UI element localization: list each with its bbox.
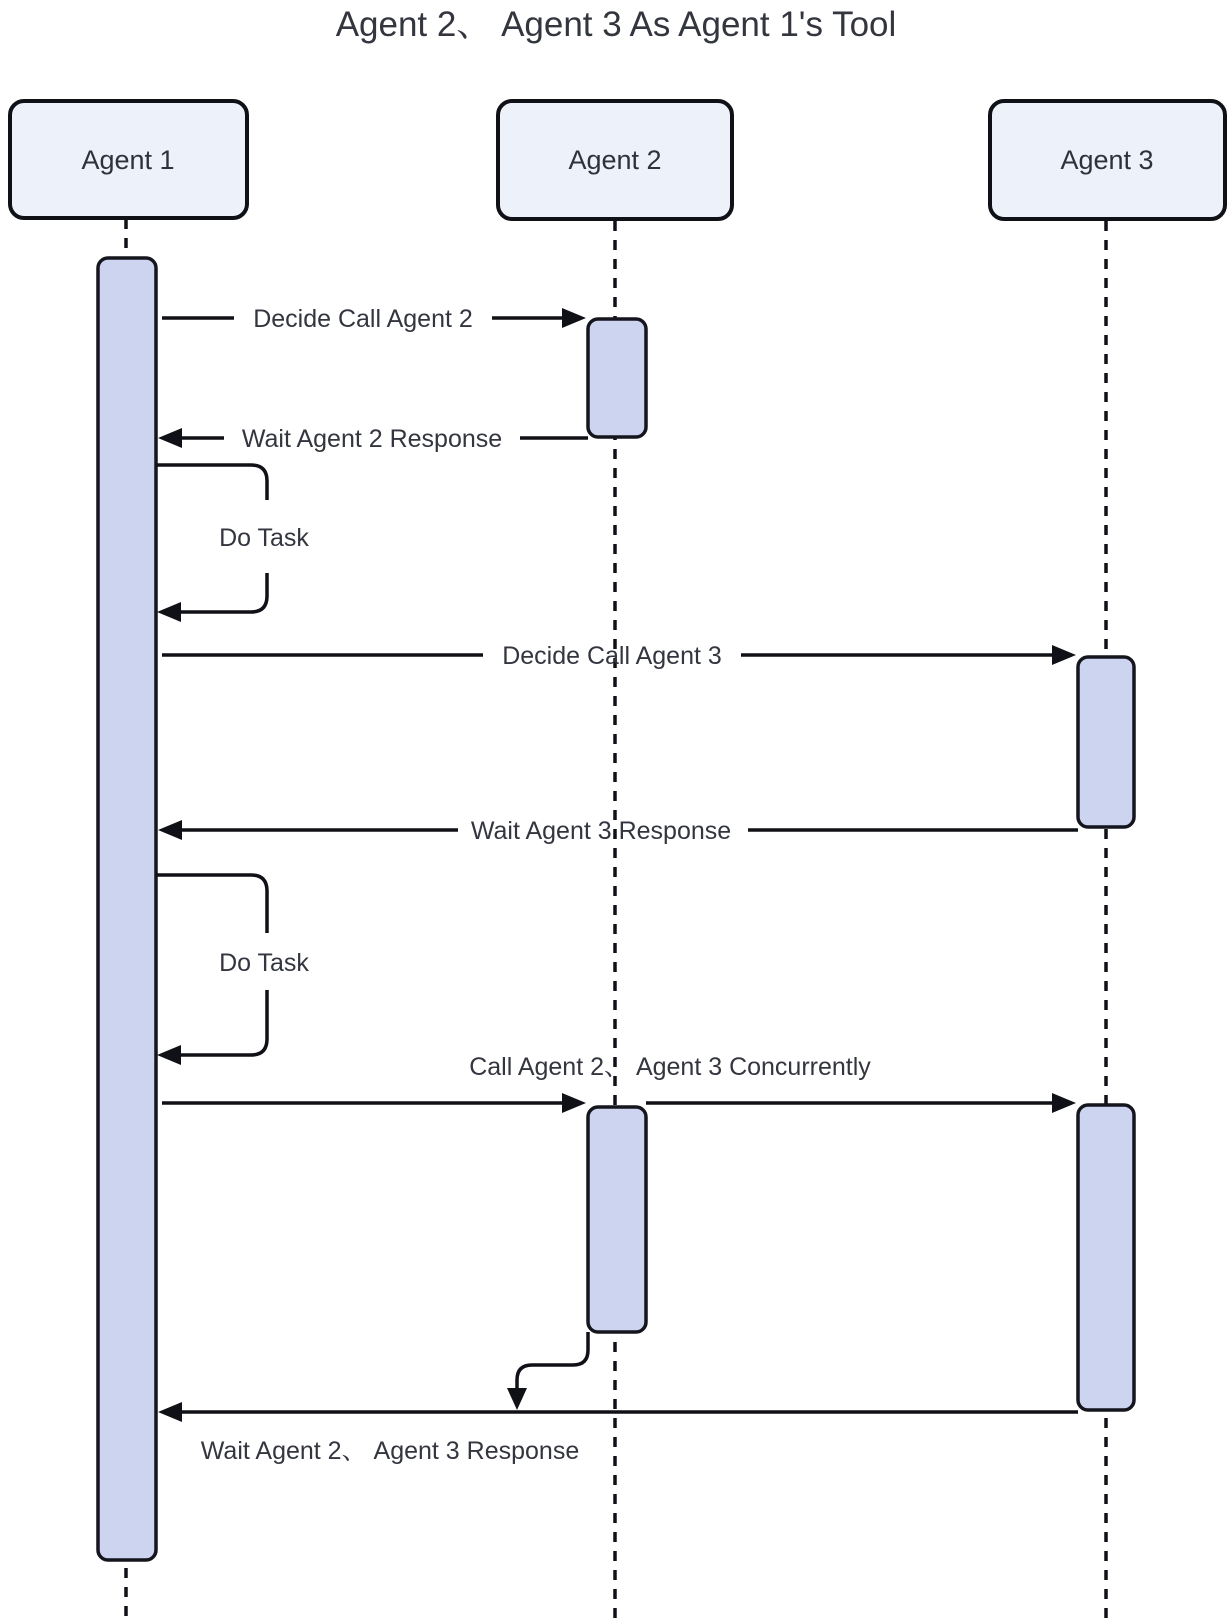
message-label: Decide Call Agent 3 — [502, 642, 722, 670]
arrowhead-down-icon — [507, 1388, 527, 1410]
actor-label-agent-1: Agent 1 — [81, 145, 175, 175]
activation-agent-3-second — [1078, 1105, 1134, 1410]
self-loop-path — [180, 990, 267, 1055]
arrowhead-left-icon — [157, 1045, 181, 1065]
actor-label-agent-3: Agent 3 — [1060, 145, 1154, 175]
agent-2-return-connector — [507, 1332, 588, 1410]
arrowhead-right-icon — [562, 1093, 586, 1113]
self-loop-path — [156, 465, 267, 500]
activation-agent-2-first — [588, 319, 646, 437]
self-loop-do-task-1 — [156, 465, 309, 622]
actor-label-agent-2: Agent 2 — [568, 145, 662, 175]
self-loop-do-task-2 — [156, 875, 309, 1065]
arrowhead-right-icon — [562, 308, 586, 328]
actor-agent-2 — [498, 101, 732, 219]
diagram-title: Agent 2、 Agent 3 As Agent 1's Tool — [335, 5, 897, 44]
arrowhead-left-icon — [158, 1402, 182, 1422]
message-label: Decide Call Agent 2 — [253, 305, 473, 333]
arrowhead-right-icon — [1052, 645, 1076, 665]
arrowhead-right-icon — [1052, 1093, 1076, 1113]
message-decide-call-agent-2 — [162, 305, 586, 333]
message-label: Do Task — [219, 524, 309, 552]
message-label: Call Agent 2、 Agent 3 Concurrently — [469, 1053, 871, 1081]
activation-agent-2-second — [588, 1107, 646, 1332]
message-decide-call-agent-3 — [162, 642, 1076, 670]
self-loop-path — [156, 875, 267, 933]
activation-agent-1 — [98, 258, 156, 1560]
message-label: Do Task — [219, 949, 309, 977]
message-label: Wait Agent 2 Response — [241, 425, 503, 453]
message-call-concurrently — [162, 1053, 1076, 1113]
message-wait-concurrent-response — [158, 1402, 1078, 1465]
actor-agent-1 — [10, 101, 247, 218]
message-wait-agent-2-response — [158, 425, 588, 453]
arrowhead-left-icon — [158, 820, 182, 840]
message-wait-agent-3-response — [158, 817, 1078, 845]
activation-agent-3-first — [1078, 657, 1134, 827]
self-loop-path — [180, 573, 267, 612]
arrowhead-left-icon — [157, 602, 181, 622]
actor-agent-3 — [990, 101, 1225, 219]
message-label: Wait Agent 3 Response — [470, 817, 732, 845]
connector-path — [517, 1332, 588, 1390]
message-label: Wait Agent 2、 Agent 3 Response — [200, 1437, 580, 1465]
arrowhead-left-icon — [158, 428, 182, 448]
